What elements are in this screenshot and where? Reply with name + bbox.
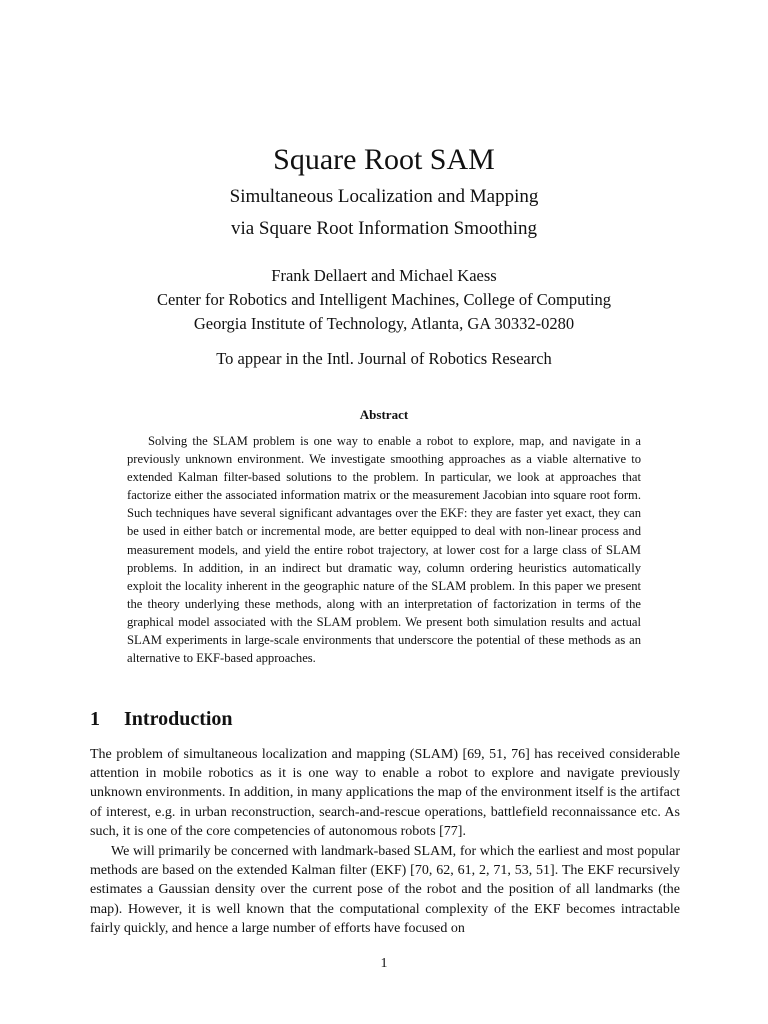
author-names: Frank Dellaert and Michael Kaess [271, 266, 497, 285]
abstract-heading: Abstract [359, 407, 409, 422]
section-number: 1 [90, 708, 100, 730]
paper-subtitle-line2: via Square Root Information Smoothing [230, 218, 538, 239]
body-paragraph-1: The problem of simultaneous localization and mapping (SLAM) [69, 51, 76] has received considerable attention in mobile robotics as it is one way to enable a robot to explore and navigate previously unknown environments. In addition, in many applications the map of the environment itself is the artifact of interest, e.g. in urban reconstruction, search-and-rescue operations, battlefield reconnaissance etc. As such, it is one of the core competencies of autonomous robots [77]. [90, 747, 680, 839]
body-paragraph-2: We will primarily be concerned with landmark-based SLAM, for which the earliest and most popular methods are based on the extended Kalman filter (EKF) [70, 62, 61, 2, 71, 53, 51]. The EKF recursively estimates a Gaussian density over the current pose of the robot and the position of all landmarks (the map). However, it is well known that the computational complexity of the EKF becomes intractable fairly quickly, and hence a large number of efforts have focused on [90, 844, 680, 936]
abstract-text: Solving the SLAM problem is one way to enable a robot to explore, map, and navigate in a previously unknown environment. We investigate smoothing approaches as a viable alternative to extended Kalman filter-based solutions to the problem. In particular, we look at approaches that factorize either the associated information matrix or the measurement Jacobian into square root form. Such techniques have several significant advantages over the EKF: they are faster yet exact, they can be used in either batch or incremental mode, are better equipped to deal with non-linear process and measurement models, and yield the entire robot trajectory, at lower cost for a large class of SLAM problems. In addition, in an indirect but dramatic way, column ordering heuristics automatically exploit the locality inherent in the geographic nature of the SLAM problem. In this paper we present the theory underlying these methods, along with an interpretation of factorization in terms of the graphical model associated with the SLAM problem. We present both simulation results and actual SLAM experiments in large-scale environments that underscore the potential of these methods as an alternative to EKF-based approaches. [127, 434, 641, 666]
publication-note: To appear in the Intl. Journal of Robotics Research [216, 349, 552, 368]
section-title: Introduction [124, 708, 233, 730]
affiliation-line2: Georgia Institute of Technology, Atlanta, GA 30332-0280 [193, 314, 575, 333]
paper-title: Square Root SAM [273, 143, 495, 176]
affiliation-line1: Center for Robotics and Intelligent Machines, College of Computing [156, 290, 612, 309]
paper-subtitle-line1: Simultaneous Localization and Mapping [229, 186, 539, 207]
page-number: 1 [380, 956, 388, 971]
section-heading [90, 705, 233, 733]
